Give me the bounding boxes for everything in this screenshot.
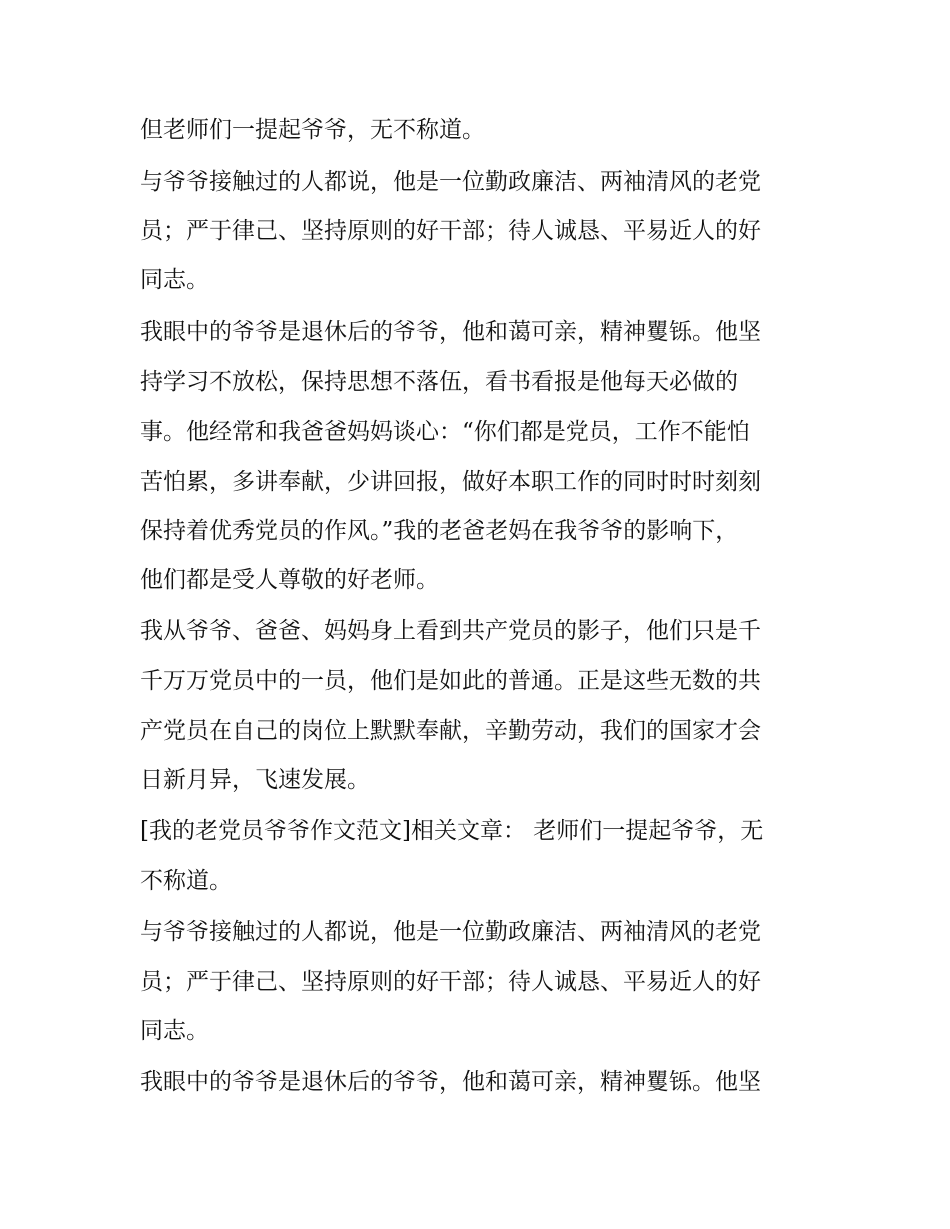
text-line: 持学习不放松，保持思想不落伍，看书看报是他每天必做的 <box>140 369 738 395</box>
text-line: 我眼中的爷爷是退休后的爷爷，他和蔼可亲，精神矍铄。他坚 <box>140 1069 761 1095</box>
text-line: 同志。 <box>140 1018 209 1044</box>
text-line: 事。他经常和我爸爸妈妈谈心：“你们都是党员，工作不能怕 <box>140 419 750 445</box>
text-line: 日新月异，飞速发展。 <box>140 767 370 793</box>
text-line: 他们都是受人尊敬的好老师。 <box>140 567 439 593</box>
text-line: 与爷爷接触过的人都说，他是一位勤政廉洁、两袖清风的老党 <box>140 169 761 195</box>
text-line: 员；严于律己、坚持原则的好干部；待人诚恳、平易近人的好 <box>140 218 761 244</box>
text-line: 同志。 <box>140 267 209 293</box>
text-line: 不称道。 <box>140 868 232 894</box>
text-line: 保持着优秀党员的作风。”我的老爸老妈在我爷爷的影响下， <box>140 518 739 544</box>
text-line: 员；严于律己、坚持原则的好干部；待人诚恳、平易近人的好 <box>140 969 761 995</box>
text-line: 我从爷爷、爸爸、妈妈身上看到共产党员的影子，他们只是千 <box>140 618 761 644</box>
text-line: 与爷爷接触过的人都说，他是一位勤政廉洁、两袖清风的老党 <box>140 919 761 945</box>
text-line: [我的老党员爷爷作文范文]相关文章： 老师们一提起爷爷，无 <box>140 818 764 844</box>
text-line: 苦怕累，多讲奉献，少讲回报，做好本职工作的同时时时刻刻 <box>140 469 761 495</box>
text-line: 我眼中的爷爷是退休后的爷爷，他和蔼可亲，精神矍铄。他坚 <box>140 319 761 345</box>
text-line: 千万万党员中的一员，他们是如此的普通。正是这些无数的共 <box>140 668 761 694</box>
text-line: 产党员在自己的岗位上默默奉献，辛勤劳动，我们的国家才会 <box>140 718 761 744</box>
text-line: 但老师们一提起爷爷，无不称道。 <box>140 117 485 143</box>
